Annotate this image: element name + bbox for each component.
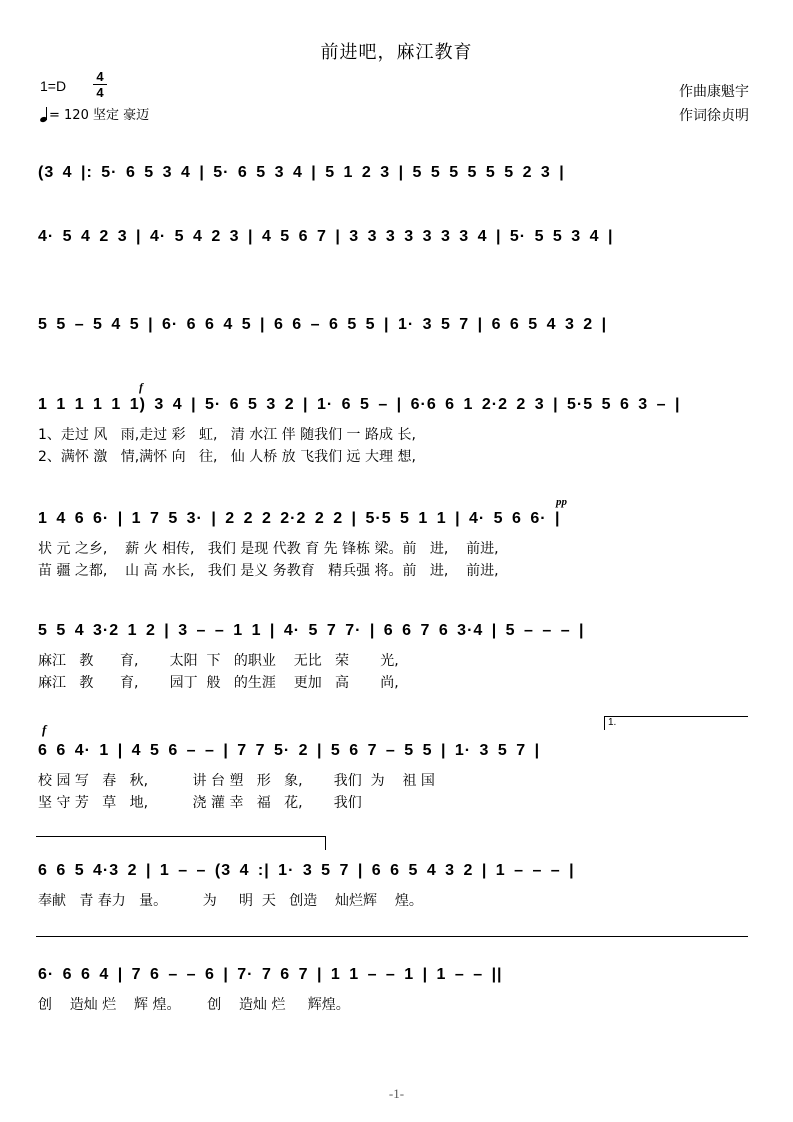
lyrics-verse-1: 奉献 青 春力 量。 为 明 天 创造 灿烂辉 煌。 <box>38 893 423 909</box>
composer: 作曲康魁宇 <box>679 84 749 100</box>
music-line: 1 4 6 6· | 1 7 5 3· | 2 2 2 2·2 2 2 | 5·5 5 1 1 | 4· 5 6 6· | <box>38 510 561 527</box>
volta-number: 1. <box>608 717 617 728</box>
lyrics-verse-2: 麻江 教 育, 园丁 般 的生涯 更加 高 尚, <box>38 675 399 691</box>
lyrics-verse-2: 坚 守 芳 草 地, 浇 灌 幸 福 花, 我们 <box>38 795 362 811</box>
section-divider <box>36 936 748 937</box>
music-line: (3 4 |: 5· 6 5 3 4 | 5· 6 5 3 4 | 5 1 2 3 | 5 5 5 5 5 5 2 3 | <box>38 164 565 181</box>
lyrics-verse-1: 创 造灿 烂 辉 煌。 创 造灿 烂 辉煌。 <box>38 997 350 1013</box>
page-number: -1- <box>388 1086 405 1101</box>
music-line: 6 6 4· 1 | 4 5 6 – – | 7 7 5· 2 | 5 6 7 – 5 5 | 1· 3 5 7 | <box>38 742 541 759</box>
tempo-marking <box>40 104 149 123</box>
lyrics-verse-1: 1、走过 风 雨,走过 彩 虹, 清 水江 伴 随我们 一 路成 长, <box>38 427 416 443</box>
volta-end-tick <box>325 836 326 850</box>
music-line: 5 5 4 3·2 1 2 | 3 – – 1 1 | 4· 5 7 7· | 6 6 7 6 3·4 | 5 – – – | <box>38 622 585 639</box>
credits <box>679 80 749 128</box>
tempo-text: = 120 坚定 豪迈 <box>49 108 150 123</box>
volta-end-line <box>36 836 326 837</box>
key-signature: 1=D <box>40 78 67 94</box>
volta-bracket-left <box>604 716 605 730</box>
time-signature-bottom: 4 <box>96 85 104 100</box>
music-line: 1 1 1 1 1 1) 3 4 | 5· 6 5 3 2 | 1· 6 5 – | 6·6 6 1 2·2 2 3 | 5·5 5 6 3 – | <box>38 396 681 413</box>
time-signature <box>93 70 107 99</box>
lyrics-verse-1: 状 元 之乡, 薪 火 相传, 我们 是现 代教 育 先 锋栋 梁。前 进, 前进, <box>38 541 499 557</box>
lyrics-verse-2: 2、满怀 激 情,满怀 向 往, 仙 人桥 放 飞我们 远 大理 想, <box>38 449 416 465</box>
lyrics-verse-1: 校 园 写 春 秋, 讲 台 塑 形 象, 我们 为 祖 国 <box>38 773 435 789</box>
dynamic-f-mark-2: f <box>42 722 47 737</box>
music-line: 5 5 – 5 4 5 | 6· 6 6 4 5 | 6 6 – 6 5 5 | 1· 3 5 7 | 6 6 5 4 3 2 | <box>38 316 608 333</box>
music-line: 4· 5 4 2 3 | 4· 5 4 2 3 | 4 5 6 7 | 3 3 3 3 3 3 3 4 | 5· 5 5 3 4 | <box>38 228 614 245</box>
music-line: 6 6 5 4·3 2 | 1 – – (3 4 :| 1· 3 5 7 | 6 6 5 4 3 2 | 1 – – – | <box>38 862 575 879</box>
lyrics-verse-1: 麻江 教 育, 太阳 下 的职业 无比 荣 光, <box>38 653 399 669</box>
dynamic-f-mark: f <box>139 380 143 394</box>
lyricist: 作词徐贞明 <box>679 108 749 124</box>
music-line: 6· 6 6 4 | 7 6 – – 6 | 7· 7 6 7 | 1 1 – – 1 | 1 – – || <box>38 966 503 983</box>
quarter-note-icon <box>40 108 49 122</box>
dynamic-pp-mark: pp <box>556 496 567 508</box>
song-title: 前进吧，麻江教育 <box>320 42 473 63</box>
lyrics-verse-2: 苗 疆 之都, 山 高 水长, 我们 是义 务教育 精兵强 将。前 进, 前进, <box>38 563 499 579</box>
time-signature-top: 4 <box>96 69 104 84</box>
volta-bracket-top <box>604 716 748 717</box>
